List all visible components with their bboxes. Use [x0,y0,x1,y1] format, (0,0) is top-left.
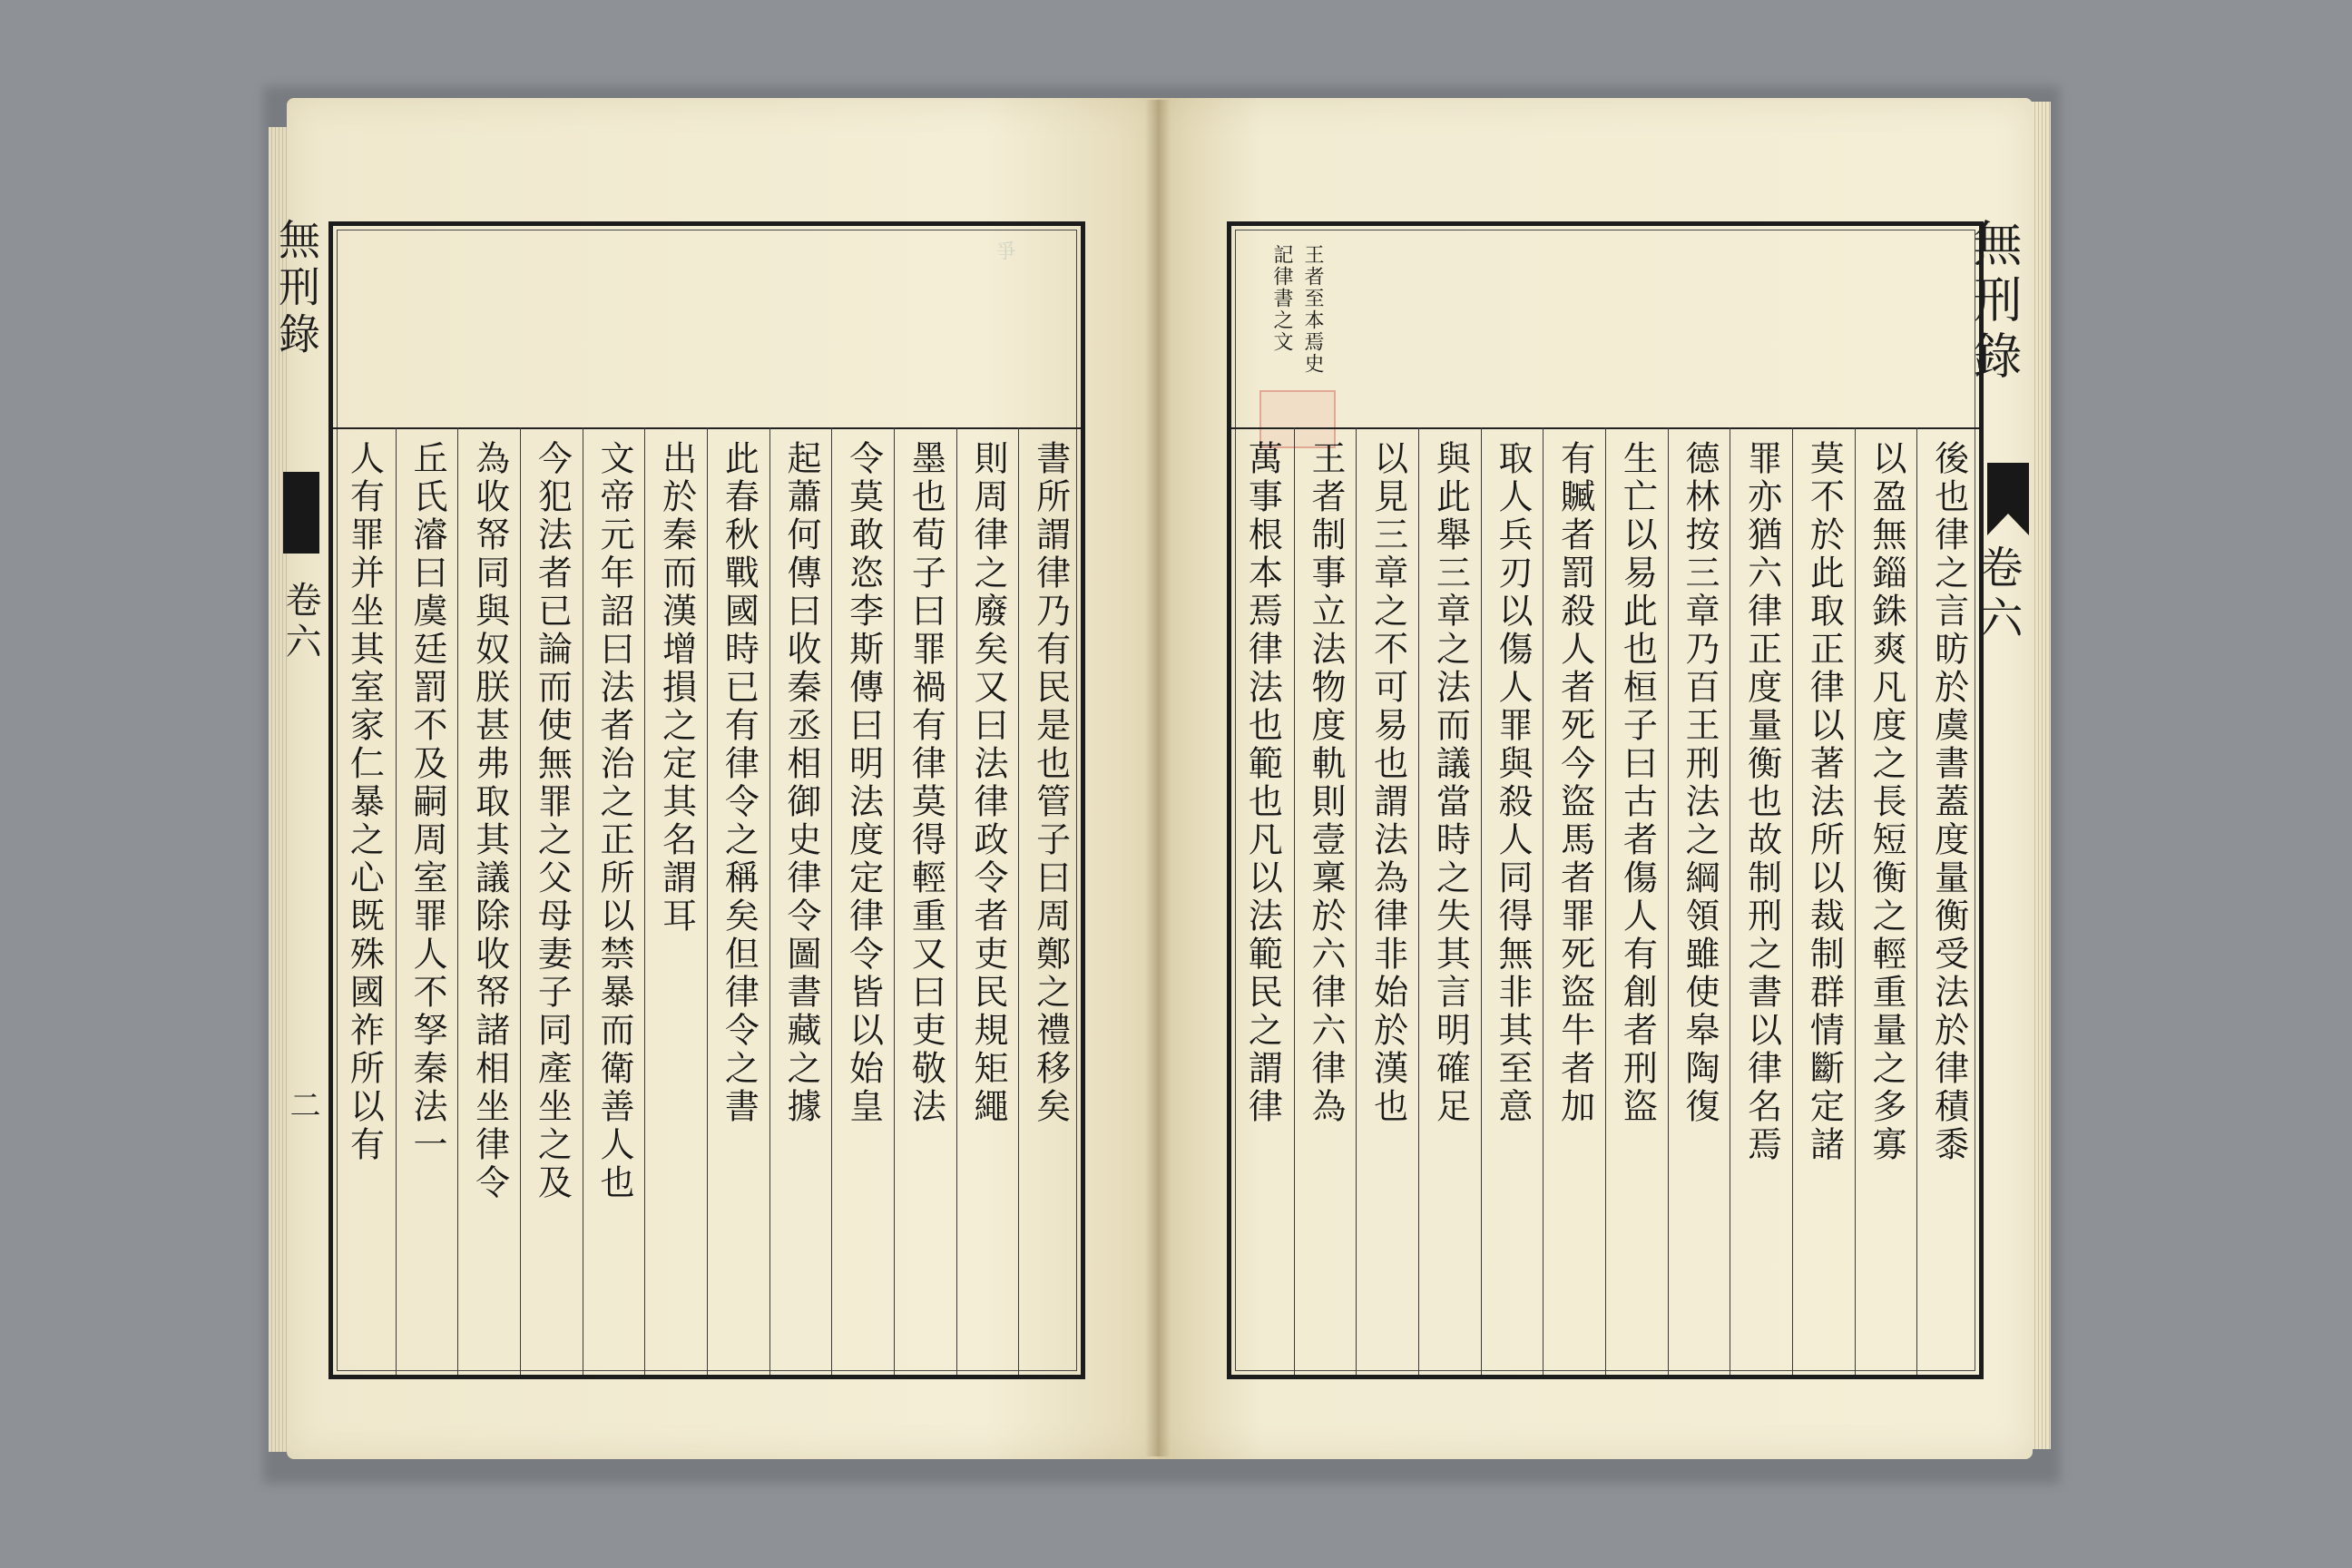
right-page-banner-title: 無刑錄 [1965,218,2023,387]
text-column [396,427,459,1375]
left-page-banner-volume: 卷六 [279,581,321,664]
column-text: 生亡以易此也桓子曰古者傷人有創者刑盜 [1617,440,1658,1126]
text-column [707,427,770,1375]
text-column [333,427,396,1375]
text-column [1418,427,1482,1375]
column-text: 今犯法者已論而使無罪之父母妻子同產坐之及 [532,440,573,1202]
text-column [1018,427,1082,1375]
column-text: 書所謂律乃有民是也管子曰周鄭之禮移矣 [1030,440,1071,1126]
column-text: 取人兵刃以傷人罪與殺人同得無非其至意 [1492,440,1533,1126]
column-text: 莫不於此取正律以著法所以裁制群情斷定諸 [1804,440,1845,1164]
column-text: 墨也荀子曰罪禍有律莫得輕重又曰吏敬法 [906,440,946,1126]
column-text: 有贓者罰殺人者死今盜馬者罪死盜牛者加 [1554,440,1595,1126]
text-column [1916,427,1980,1375]
text-column [831,427,895,1375]
right-columns [1231,427,1979,1375]
text-column [1356,427,1419,1375]
text-column [1231,427,1294,1375]
column-text: 起蕭何傳曰收秦丞相御史律令圖書藏之據 [780,440,821,1126]
text-column [644,427,708,1375]
column-text: 萬事根本焉律法也範也凡以法範民之謂律 [1242,440,1283,1126]
column-text: 後也律之言昉於虞書蓋度量衡受法於律積黍 [1928,440,1969,1164]
column-text: 以見三章之不可易也謂法為律非始於漢也 [1367,440,1408,1126]
text-column [1792,427,1856,1375]
text-column [583,427,646,1375]
left-header-band: 爭 [333,226,1081,429]
column-text: 出於秦而漢增損之定其名謂耳 [656,440,697,936]
text-column [769,427,833,1375]
right-header-band [1231,226,1979,429]
text-column [1605,427,1669,1375]
header-note-line-2: 記律書之文 [1270,244,1293,353]
column-text: 文帝元年詔曰法者治之正所以禁暴而衛善人也 [593,440,634,1202]
left-columns [333,427,1081,1375]
column-text: 王者制事立法物度軌則壹稟於六律六律為 [1305,440,1346,1126]
gutter-shadow [1145,100,1171,1456]
text-column [894,427,957,1375]
right-page-banner-volume: 卷六 [1972,544,2023,646]
left-page-number: 二 [284,1089,320,1120]
column-text: 丘氏濬曰虞廷罰不及嗣周室罪人不孥秦法一 [407,440,447,1164]
column-text: 與此舉三章之法而議當時之失其言明確足 [1430,440,1471,1126]
header-note-line-1: 王者至本焉史 [1301,244,1324,375]
text-column [1855,427,1918,1375]
text-column [1543,427,1606,1375]
column-text: 德林按三章乃百王刑法之綱領雖使皋陶復 [1679,440,1720,1126]
column-text: 人有罪并坐其室家仁暴之心既殊國祚所以有 [344,440,385,1164]
column-text: 令莫敢恣李斯傳曰明法度定律令皆以始皇 [843,440,884,1126]
column-text: 為收帑同與奴朕甚弗取其議除收帑諸相坐律令 [469,440,510,1202]
column-text: 以盈無錙銖爽凡度之長短衡之輕重量之多寡 [1866,440,1906,1164]
column-text: 此春秋戰國時已有律令之稱矣但律令之書 [719,440,760,1126]
column-text: 罪亦猶六律正度量衡也故制刑之書以律名焉 [1741,440,1782,1164]
text-column [1668,427,1731,1375]
column-text: 則周律之廢矣又曰法律政令者吏民規矩繩 [967,440,1008,1126]
left-page-banner-title: 無刑錄 [272,218,321,359]
text-column [520,427,583,1375]
text-column [457,427,521,1375]
text-column [956,427,1020,1375]
text-column [1481,427,1544,1375]
left-text-frame [328,221,1085,1379]
right-text-frame [1227,221,1984,1379]
left-fish-tail-mark [283,472,319,554]
text-column [1730,427,1793,1375]
text-column [1294,427,1357,1375]
